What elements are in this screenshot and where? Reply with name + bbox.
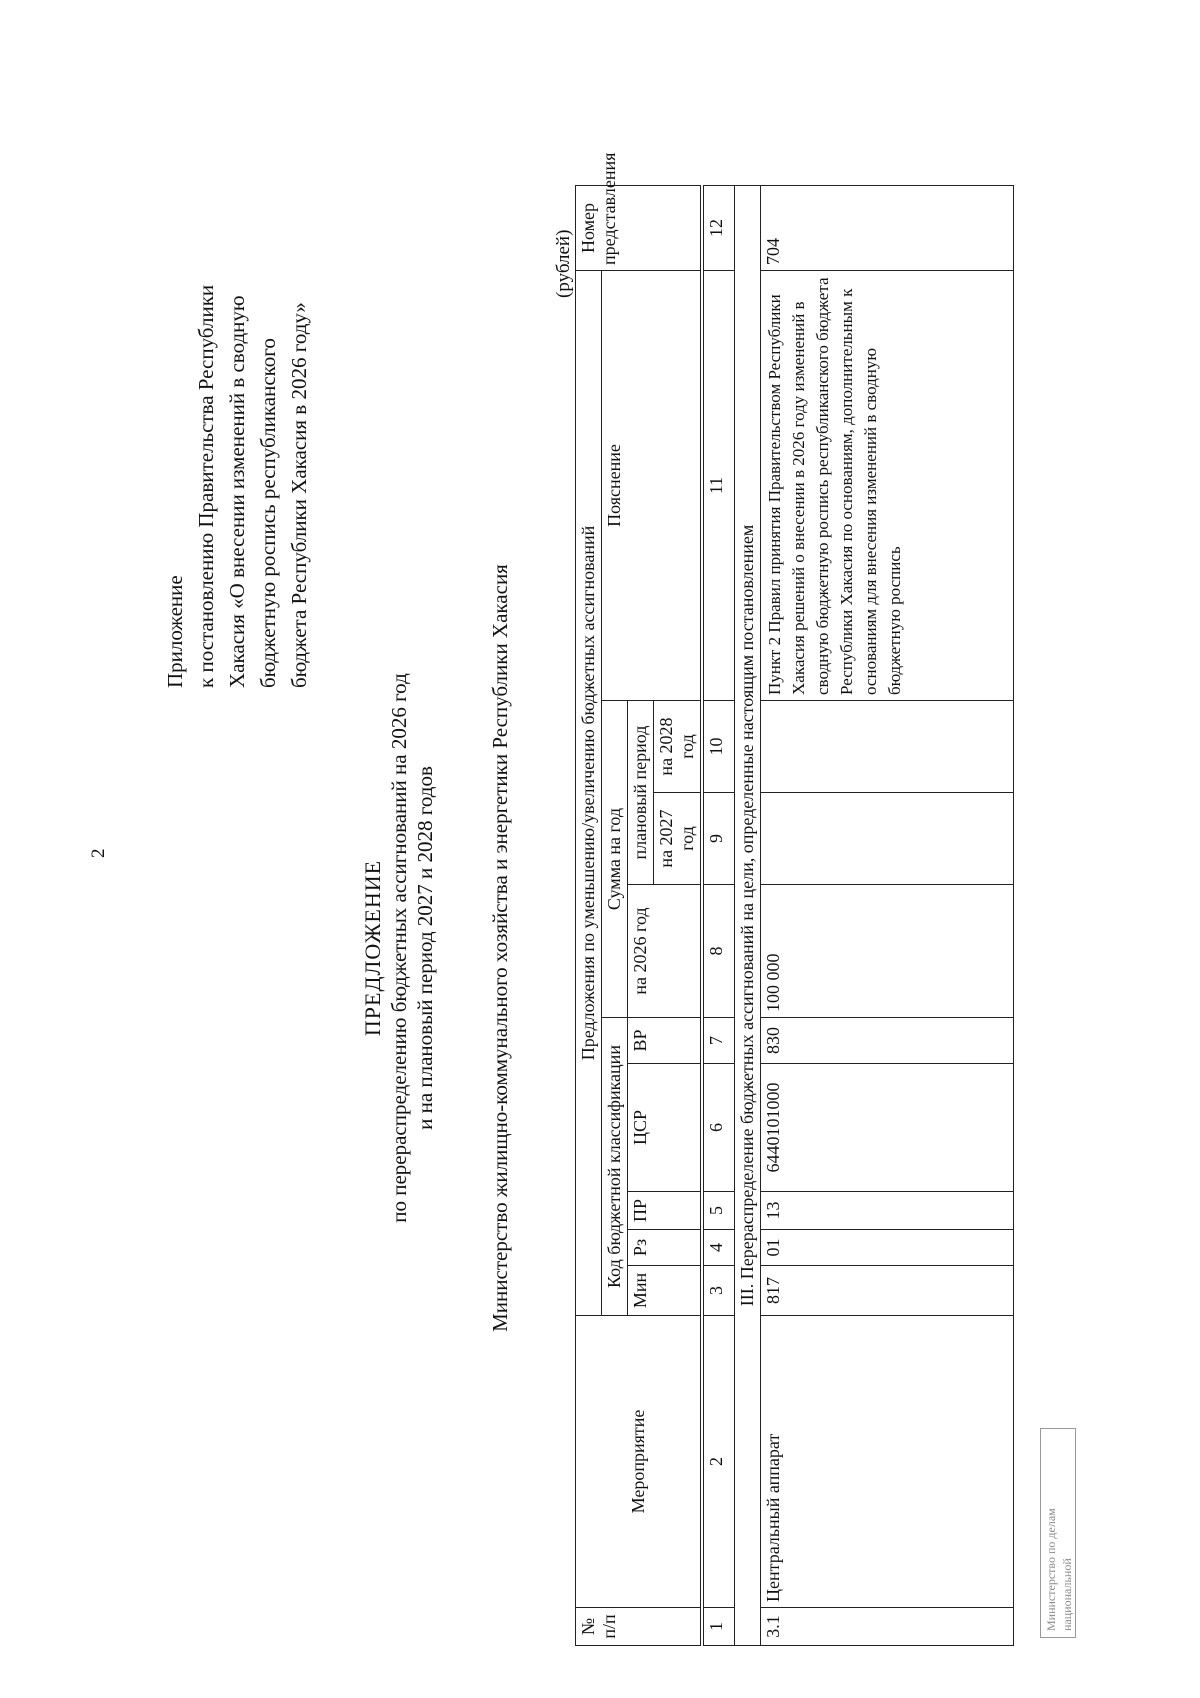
header-code: Код бюджетной классификации	[602, 1018, 628, 1316]
row-min: 817	[761, 1266, 1014, 1316]
row-vr: 830	[761, 1018, 1014, 1064]
row-2027	[761, 793, 1014, 885]
header-csr: ЦСР	[628, 1064, 701, 1192]
ministry-name: Министерство жилищно-коммунального хозяйства и энергетики Республики Хакасия	[488, 564, 512, 1332]
document-title-block	[360, 498, 438, 1398]
row-2028	[761, 701, 1014, 793]
header-min: Мин	[628, 1266, 701, 1316]
row-csr: 6440101000	[761, 1064, 1014, 1192]
column-number: 9	[704, 793, 735, 885]
document-title: ПРЕДЛОЖЕНИЕ	[360, 859, 385, 1037]
column-number: 7	[704, 1018, 735, 1064]
header-2027: на 2027 год	[654, 793, 701, 885]
header-sum: Сумма на год	[602, 701, 628, 1018]
reallocation-table	[575, 152, 1014, 1646]
currency-unit: (рублей)	[553, 229, 574, 298]
column-number: 5	[704, 1192, 735, 1230]
header-vr: ВР	[628, 1018, 701, 1064]
column-number: 12	[704, 185, 735, 270]
header-2028: на 2028 год	[654, 701, 701, 793]
column-number: 1	[704, 1608, 735, 1646]
column-number: 2	[704, 1316, 735, 1608]
header-activity: Мероприятие	[576, 1316, 701, 1608]
header-explanation: Пояснение	[602, 270, 701, 700]
header-plan-period: плановый период	[628, 701, 654, 885]
document-subtitle: по перераспределению бюджетных ассигнований на 2026 год	[387, 673, 411, 1223]
header-2026: на 2026 год	[628, 885, 701, 1018]
column-number: 6	[704, 1064, 735, 1192]
header-pr: ПР	[628, 1192, 701, 1230]
page-number: 2	[88, 848, 109, 858]
row-pr: 13	[761, 1192, 1014, 1230]
document-subtitle: и на плановый период 2027 и 2028 годов	[413, 766, 437, 1130]
row-presentation: 704	[761, 185, 1014, 270]
column-number: 11	[704, 270, 735, 700]
header-presentation: Номер представления	[576, 185, 701, 270]
stamp-line: Министерство по делам	[1044, 1508, 1058, 1631]
appendix-block	[160, 218, 315, 688]
registration-stamp	[1040, 1428, 1076, 1638]
row-2026: 100 000	[761, 885, 1014, 1018]
table-row	[761, 185, 1014, 1645]
header-group: Предложения по уменьшению/увеличению бюджетных ассигнований	[576, 270, 602, 1315]
appendix-line: к постановлению Правительства Республики	[194, 284, 218, 688]
column-number: 4	[704, 1230, 735, 1266]
column-numbers-row	[704, 185, 735, 1645]
appendix-line: бюджета Республики Хакасия в 2026 году»	[287, 302, 311, 688]
row-explanation: Пункт 2 Правил принятия Правительством Республики Хакасия решений о внесении в 2026 году изменений в сводную бюджетную роспись республиканского бюджета Республики Хакасия по основаниям, дополнительным к основаниям для внесения изменений в сводную бюджетную роспись	[761, 270, 1014, 700]
appendix-line: бюджетную роспись республиканского	[256, 338, 280, 688]
appendix-title: Приложение	[163, 575, 187, 688]
row-activity: Центральный аппарат	[761, 1316, 1014, 1608]
column-number: 10	[704, 701, 735, 793]
column-number: 3	[704, 1266, 735, 1316]
header-num: № п/п	[576, 1608, 701, 1646]
header-rz: Рз	[628, 1230, 701, 1266]
stamp-line: национальной	[1060, 1558, 1074, 1631]
row-rz: 01	[761, 1230, 1014, 1266]
section-title: III. Перераспределение бюджетных ассигнований на цели, определенные настоящим постановлением	[735, 185, 761, 1645]
row-num: 3.1	[761, 1608, 1014, 1646]
column-number: 8	[704, 885, 735, 1018]
rotated-page	[0, 148, 1100, 1698]
appendix-line: Хакасия «О внесении изменений в сводную	[225, 295, 249, 688]
